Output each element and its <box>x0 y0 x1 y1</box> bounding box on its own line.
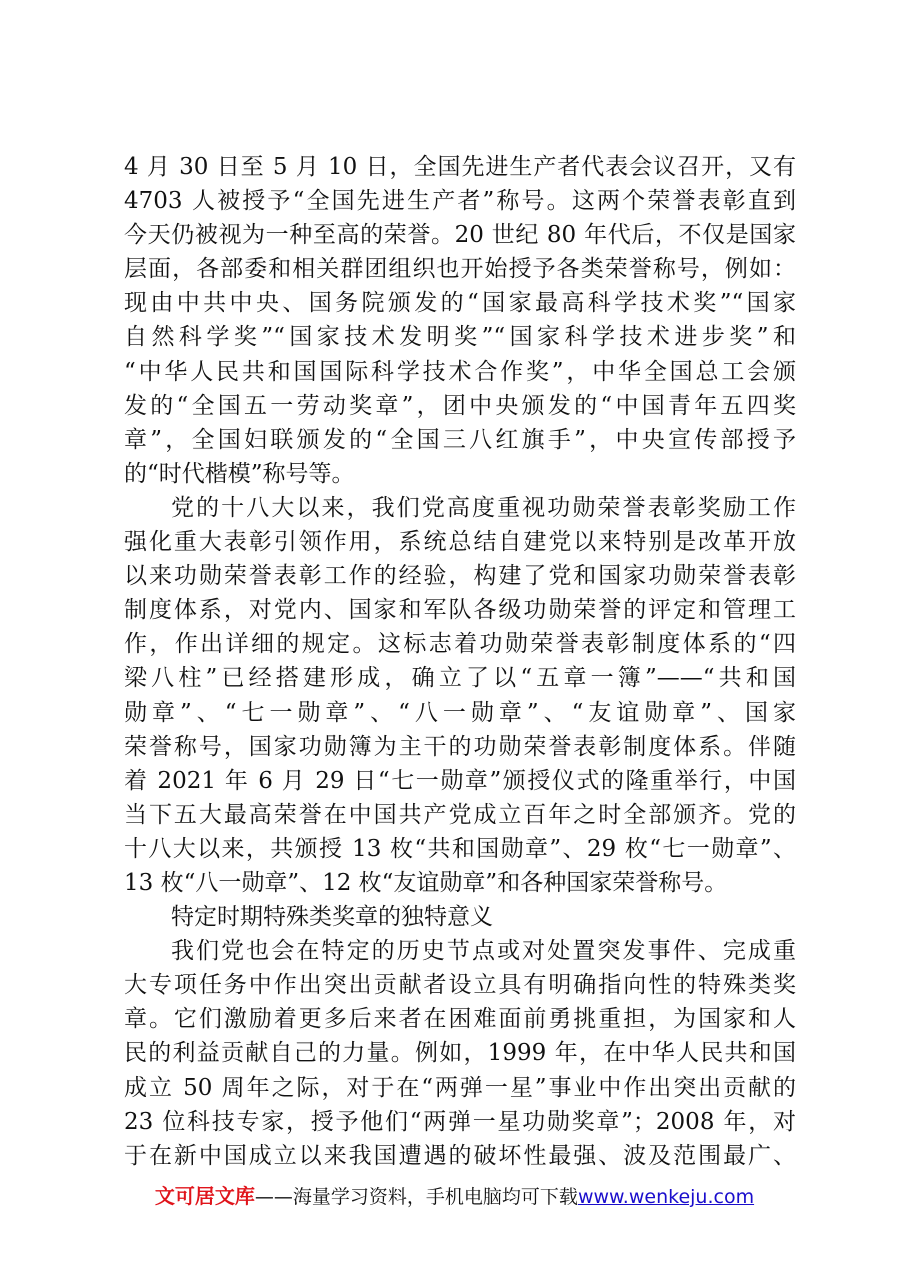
footer-slogan: ——海量学习资料，手机电脑均可下载 <box>254 1186 578 1208</box>
text-line: 勋章”、“七一勋章”、“八一勋章”、“友谊勋章”、国家 <box>124 699 796 726</box>
text-line: 党的十八大以来，我们党高度重视功勋荣誉表彰奖励工作 <box>171 494 796 521</box>
text-line: 着 2021 年 6 月 29 日“七一勋章”颁授仪式的隆重举行，中国 <box>124 767 796 794</box>
text-line: 十八大以来，共颁授 13 枚“共和国勋章”、29 枚“七一勋章”、 <box>124 835 796 862</box>
document-body <box>124 150 796 1173</box>
text-line: 以来功勋荣誉表彰工作的经验，构建了党和国家功勋荣誉表彰 <box>124 563 796 590</box>
text-line: 发的“全国五一劳动奖章”，团中央颁发的“中国青年五四奖 <box>124 392 796 419</box>
text-line: 13 枚“八一勋章”、12 枚“友谊勋章”和各种国家荣誉称号。 <box>124 869 728 896</box>
text-line: 23 位科技专家，授予他们“两弹一星功勋奖章”；2008 年，对 <box>124 1108 796 1135</box>
footer-brand: 文可居文库 <box>154 1184 255 1208</box>
text-line: 现由中共中央、国务院颁发的“国家最高科学技术奖”“国家 <box>124 290 796 317</box>
text-line: 我们党也会在特定的历史节点或对处置突发事件、完成重 <box>171 938 796 965</box>
text-line: 的“时代楷模”称号等。 <box>124 460 355 487</box>
text-line: 于在新中国成立以来我国遭遇的破坏性最强、波及范围最广、 <box>124 1142 796 1169</box>
text-line: 成立 50 周年之际，对于在“两弹一星”事业中作出突出贡献的 <box>124 1074 796 1101</box>
text-line: 民的利益贡献自己的力量。例如，1999 年，在中华人民共和国 <box>124 1040 796 1067</box>
text-line: 章。它们激励着更多后来者在困难面前勇挑重担，为国家和人 <box>124 1006 796 1033</box>
text-line: 强化重大表彰引领作用，系统总结自建党以来特别是改革开放 <box>124 529 796 556</box>
text-line: 作，作出详细的规定。这标志着功勋荣誉表彰制度体系的“四 <box>124 631 796 658</box>
footer-url-link[interactable]: www.wenkeju.com <box>577 1186 755 1208</box>
text-line: 当下五大最高荣誉在中国共产党成立百年之时全部颁齐。党的 <box>124 801 796 828</box>
text-line: 章”，全国妇联颁发的“全国三八红旗手”，中央宣传部授予 <box>124 426 796 453</box>
text-line: 荣誉称号，国家功勋簿为主干的功勋荣誉表彰制度体系。伴随 <box>124 733 796 760</box>
text-line: 制度体系，对党内、国家和军队各级功勋荣誉的评定和管理工 <box>124 597 796 624</box>
text-line: 今天仍被视为一种至高的荣誉。20 世纪 80 年代后，不仅是国家 <box>124 222 796 249</box>
text-line: 大专项任务中作出突出贡献者设立具有明确指向性的特殊类奖 <box>124 972 796 999</box>
text-line: 特定时期特殊类奖章的独特意义 <box>171 904 493 931</box>
text-line: 梁八柱”已经搭建形成，确立了以“五章一簿”——“共和国 <box>124 665 796 692</box>
text-line: 自然科学奖”“国家技术发明奖”“国家科学技术进步奖”和 <box>124 324 796 351</box>
text-line: 4703 人被授予“全国先进生产者”称号。这两个荣誉表彰直到 <box>124 188 796 215</box>
text-line: “中华人民共和国国际科学技术合作奖”，中华全国总工会颁 <box>124 358 796 385</box>
text-line: 4 月 30 日至 5 月 10 日，全国先进生产者代表会议召开，又有 <box>124 154 796 180</box>
text-line: 层面，各部委和相关群团组织也开始授予各类荣誉称号，例如： <box>124 256 796 283</box>
footer-banner <box>0 1182 909 1211</box>
